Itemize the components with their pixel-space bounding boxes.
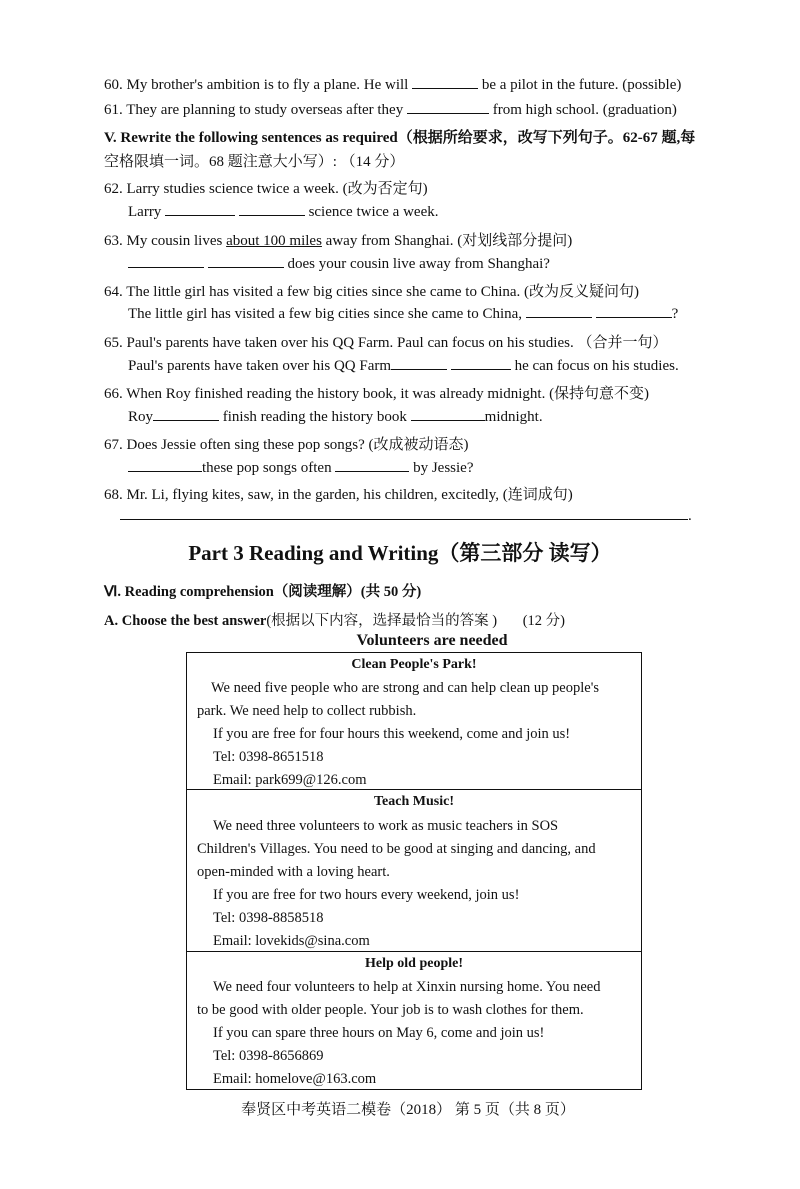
q63-suffix: does your cousin live away from Shanghai? xyxy=(287,256,550,272)
ad-line: If you are free for two hours every weekend, join us! xyxy=(213,887,520,903)
answer-blank[interactable] xyxy=(153,408,219,421)
ad-line: open-minded with a loving heart. xyxy=(197,864,390,880)
q63-pre: 63. My cousin lives xyxy=(104,233,227,249)
answer-blank[interactable] xyxy=(239,203,305,216)
question-68: 68. Mr. Li, flying kites, saw, in the garden, his children, excitedly, (连词成句) xyxy=(104,487,573,503)
question-63 xyxy=(104,229,572,250)
answer-blank[interactable] xyxy=(165,203,235,216)
section-a-label: A. Choose the best answer xyxy=(104,613,267,629)
part3-title: Part 3 Reading and Writing（第三部分 读写） xyxy=(188,541,612,565)
q66-mid: finish reading the history book xyxy=(222,409,407,425)
answer-63 xyxy=(128,255,550,273)
q61-hint: from high school. (graduation) xyxy=(492,102,677,118)
q63-post: away from Shanghai. (对划线部分提问) xyxy=(321,233,573,249)
ad-line: We need three volunteers to work as music teachers in SOS xyxy=(213,818,559,834)
ad-help-old-people xyxy=(186,952,642,1090)
q67-suffix: by Jessie? xyxy=(413,460,474,476)
q66-prefix: Roy xyxy=(128,409,154,425)
answer-blank[interactable] xyxy=(208,255,284,268)
answer-blank[interactable] xyxy=(451,357,511,370)
q64-prefix: The little girl has visited a few big cities since she came to China, xyxy=(128,306,523,322)
answer-blank[interactable] xyxy=(128,255,204,268)
q62-suffix: science twice a week. xyxy=(308,204,439,220)
q67-mid: these pop songs often xyxy=(202,460,332,476)
ad-phone: Tel: 0398-8858518 xyxy=(213,910,324,926)
answer-blank[interactable] xyxy=(391,357,447,370)
ad-line: We need five people who are strong and can help clean up people's xyxy=(211,680,599,696)
answer-67 xyxy=(128,459,473,477)
answer-66 xyxy=(128,408,543,426)
page-footer: 奉贤区中考英语二模卷（2018） 第 5 页（共 8 页） xyxy=(241,1102,575,1118)
section-a-note: (根据以下内容，选择最恰当的答案 ) xyxy=(266,613,498,629)
underlined-phrase: about 100 miles xyxy=(226,233,322,249)
ad-email: Email: lovekids@sina.com xyxy=(213,933,370,949)
question-64: 64. The little girl has visited a few big cities since she came to China. (改为反义疑问句) xyxy=(104,284,640,300)
ad-line: We need four volunteers to help at Xinxin nursing home. You need xyxy=(213,979,601,995)
answer-62 xyxy=(128,203,439,221)
section-v-heading: V. Rewrite the following sentences as required（根据所给要求，改写下列句子。62-67 题,每 xyxy=(104,130,696,146)
ad-heading: Volunteers are needed xyxy=(356,632,508,649)
question-mark: ? xyxy=(671,306,679,322)
q62-prefix: Larry xyxy=(128,204,162,220)
question-61 xyxy=(104,101,677,119)
section-a-score: (12 分) xyxy=(522,613,566,629)
answer-68 xyxy=(120,507,692,525)
period: . xyxy=(688,508,692,524)
answer-blank[interactable] xyxy=(128,459,202,472)
section-v-heading-cont: 空格限填一词。68 题注意大小写）: （14 分） xyxy=(104,154,405,170)
ad-email: Email: homelove@163.com xyxy=(213,1071,377,1087)
ad-title: Help old people! xyxy=(364,956,463,971)
q66-suffix: midnight. xyxy=(484,409,543,425)
answer-blank[interactable] xyxy=(526,305,592,318)
section-a-heading xyxy=(104,609,565,630)
q65-suffix: he can focus on his studies. xyxy=(514,358,679,374)
ad-title: Clean People's Park! xyxy=(351,657,477,672)
question-65: 65. Paul's parents have taken over his QQ Farm. Paul can focus on his studies. （合并一句） xyxy=(104,335,668,351)
ad-line: If you can spare three hours on May 6, come and join us! xyxy=(213,1025,545,1041)
question-67: 67. Does Jessie often sing these pop songs? (改成被动语态) xyxy=(104,437,469,453)
answer-blank[interactable] xyxy=(407,101,489,114)
answer-blank[interactable] xyxy=(335,459,409,472)
ad-teach-music xyxy=(186,790,642,952)
answer-64 xyxy=(128,305,678,323)
ad-title: Teach Music! xyxy=(374,794,454,809)
answer-line[interactable] xyxy=(120,507,688,520)
answer-65 xyxy=(128,357,679,375)
ad-line: to be good with older people. Your job is to wash clothes for them. xyxy=(197,1002,584,1018)
question-60 xyxy=(104,76,681,94)
question-62: 62. Larry studies science twice a week. (改为否定句) xyxy=(104,181,428,197)
ad-email: Email: park699@126.com xyxy=(213,772,367,788)
ad-line: park. We need help to collect rubbish. xyxy=(197,703,417,719)
ad-line: If you are free for four hours this weekend, come and join us! xyxy=(213,726,571,742)
answer-blank[interactable] xyxy=(412,76,478,89)
q60-text: 60. My brother's ambition is to fly a plane. He will xyxy=(104,77,409,93)
question-66: 66. When Roy finished reading the history book, it was already midnight. (保持句意不变) xyxy=(104,386,650,402)
q61-text: 61. They are planning to study overseas after they xyxy=(104,102,404,118)
ad-line: Children's Villages. You need to be good at singing and dancing, and xyxy=(197,841,596,857)
section-vi-heading: Ⅵ. Reading comprehension（阅读理解）(共 50 分) xyxy=(104,584,422,600)
q65-prefix: Paul's parents have taken over his QQ Farm xyxy=(128,358,392,374)
ad-phone: Tel: 0398-8656869 xyxy=(213,1048,324,1064)
q60-hint: be a pilot in the future. (possible) xyxy=(481,77,682,93)
answer-blank[interactable] xyxy=(411,408,485,421)
answer-blank[interactable] xyxy=(596,305,672,318)
ad-clean-park xyxy=(186,652,642,790)
ad-phone: Tel: 0398-8651518 xyxy=(213,749,324,765)
